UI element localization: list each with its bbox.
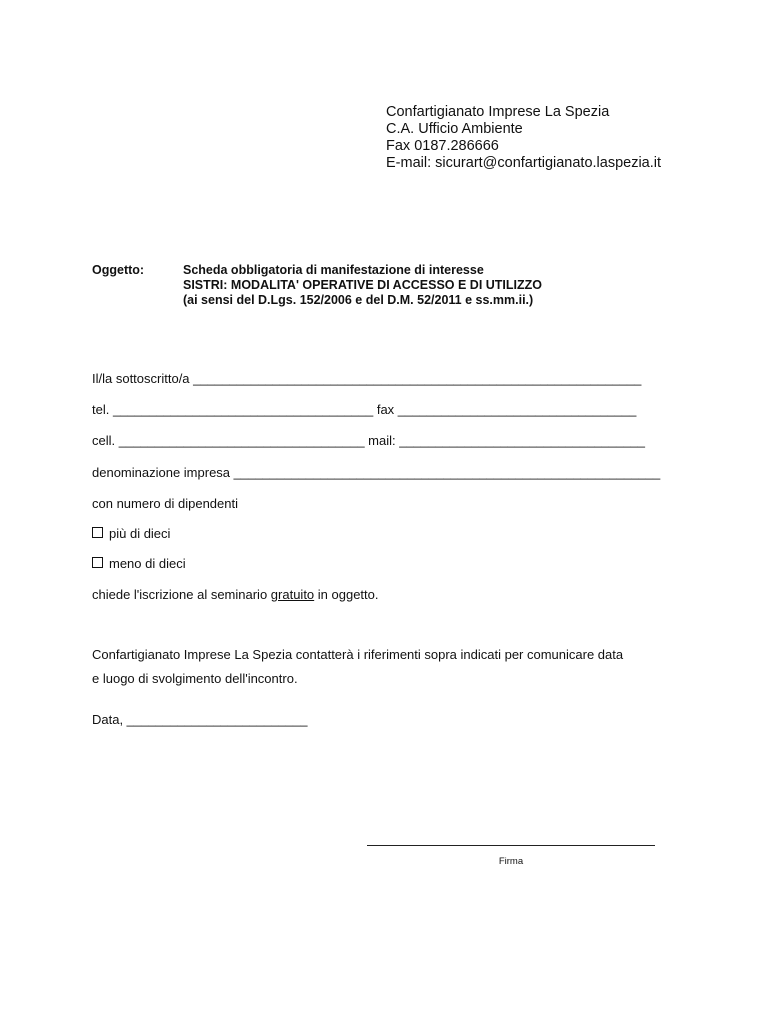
tel-fax-field[interactable]: tel. ____________________________________ fax _________________________________ bbox=[92, 402, 637, 417]
signer-name-field[interactable]: Il/la sottoscritto/a ______________________________________________________________ bbox=[92, 371, 642, 386]
subject-label: Oggetto: bbox=[92, 263, 145, 277]
subject-line-3: (ai sensi del D.Lgs. 152/2006 e del D.M. 52/2011 e ss.mm.ii.) bbox=[183, 293, 534, 307]
recipient-office: C.A. Ufficio Ambiente bbox=[386, 121, 523, 137]
contact-paragraph bbox=[92, 643, 623, 691]
cell-mail-field[interactable]: cell. __________________________________ mail: __________________________________ bbox=[92, 433, 646, 448]
recipient-name: Confartigianato Imprese La Spezia bbox=[386, 104, 610, 120]
date-field[interactable]: Data, _________________________ bbox=[92, 712, 308, 727]
subject-line-1: Scheda obbligatoria di manifestazione di interesse bbox=[183, 263, 484, 277]
request-text-after: in oggetto. bbox=[314, 587, 379, 602]
option-more-than-ten[interactable] bbox=[92, 526, 170, 541]
request-statement bbox=[92, 587, 379, 602]
option-less-than-ten[interactable] bbox=[92, 556, 186, 571]
checkbox-icon[interactable] bbox=[92, 527, 103, 538]
signature-label: Firma bbox=[498, 856, 524, 867]
recipient-email: E-mail: sicurart@confartigianato.laspezia.it bbox=[386, 155, 662, 171]
company-name-field[interactable]: denominazione impresa ___________________________________________________________ bbox=[92, 465, 661, 480]
request-text-underlined: gratuito bbox=[270, 587, 315, 602]
option-more-label: più di dieci bbox=[109, 526, 171, 541]
paragraph-line-2: e luogo di svolgimento dell'incontro. bbox=[92, 671, 298, 686]
employees-label: con numero di dipendenti bbox=[92, 496, 238, 511]
signature-line[interactable] bbox=[367, 845, 655, 846]
recipient-fax: Fax 0187.286666 bbox=[386, 138, 499, 154]
recipient-address bbox=[386, 104, 661, 172]
subject-line-2: SISTRI: MODALITA' OPERATIVE DI ACCESSO E DI UTILIZZO bbox=[183, 278, 542, 292]
subject-text bbox=[183, 263, 542, 308]
checkbox-icon[interactable] bbox=[92, 557, 103, 568]
option-less-label: meno di dieci bbox=[109, 556, 186, 571]
paragraph-line-1: Confartigianato Imprese La Spezia contatterà i riferimenti sopra indicati per comunicare data bbox=[92, 647, 624, 662]
request-text-before: chiede l'iscrizione al seminario bbox=[92, 587, 271, 602]
